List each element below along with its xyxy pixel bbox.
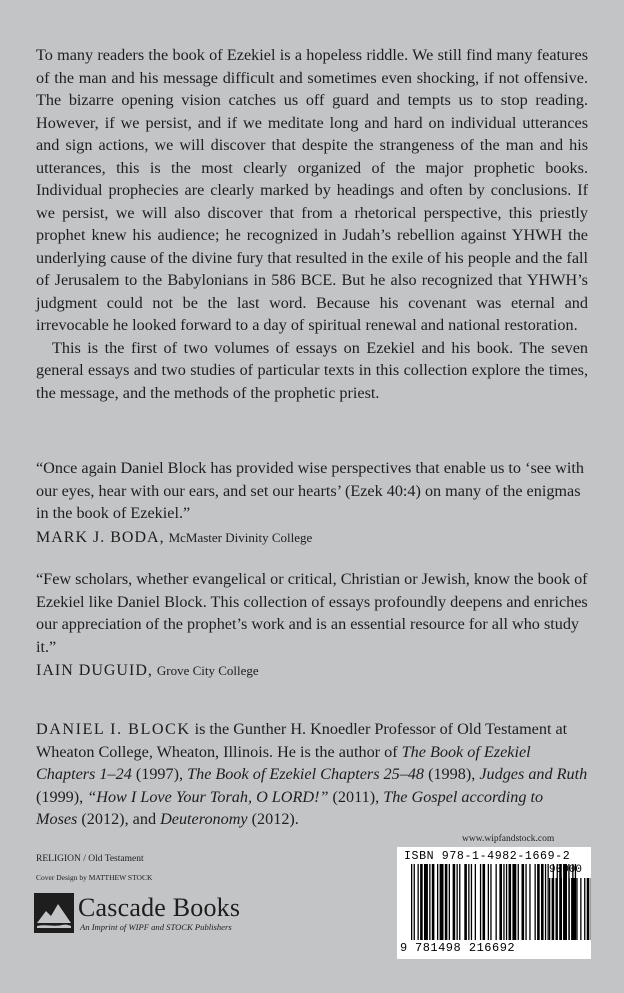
endorsement-attribution	[36, 660, 588, 683]
price-code: 90000	[549, 864, 583, 876]
author-bio	[36, 718, 588, 831]
isbn-text: ISBN 978-1-4982-1669-2	[404, 850, 571, 863]
bio-text: (2012).	[247, 810, 299, 828]
endorsement-attribution	[36, 527, 588, 550]
mountain-logo-icon	[34, 893, 74, 933]
bio-text: (2011),	[328, 787, 384, 806]
bio-text: is the Gunther H. Knoedler Professor of Old Testament at Wheaton College, Wheaton, Illinois. He is the author of	[36, 720, 568, 761]
endorser-institution: McMaster Divinity College	[168, 529, 313, 545]
book-category: RELIGION / Old Testament	[36, 854, 144, 864]
endorsement-1	[36, 457, 588, 549]
bio-text: (1997),	[131, 765, 188, 783]
endorser-name: IAIN DUGUID,	[36, 662, 153, 679]
book-title: Deuteronomy	[160, 810, 248, 828]
ean-first-digit: 9	[400, 941, 408, 955]
publisher-imprint: An Imprint of WIPF and STOCK Publishers	[80, 922, 232, 932]
book-title: Judges and Ruth	[479, 765, 588, 783]
cover-design-credit: Cover Design by MATTHEW STOCK	[36, 873, 153, 882]
book-title: The Gospel according to Moses	[36, 787, 544, 828]
endorser-institution: Grove City College	[156, 663, 259, 678]
endorsement-text: “Few scholars, whether evangelical or critical, Christian or Jewish, know the book of Ezekiel like Daniel Block. This collection of essays profoundly deepens and enriches our appreciation of the prophet’s work and is an essential resource for all who study it.”	[36, 570, 588, 656]
blurb-paragraph-1: To many readers the book of Ezekiel is a hopeless riddle. We still find many features of the man and his message difficult and sometimes even shocking, if not offensive. The bizarre opening vision catches us off guard and tempts us to stop reading. However, if we persist, and if we meditate long and hard on individual utterances and sign actions, we will discover that despite the strangeness of the man and his utterances, this is the most clearly organized of the major prophetic books. Individual prophecies are clearly marked by headings and often by conclusions. If we persist, we will also discover that from a rhetorical perspective, this priestly prophet knew his audience; he recognized in Judah’s rebellion against YHWH the underlying cause of the divine fury that resulted in the exile of his people and the fall of Jerusalem to the Babylonians in 586 BCE. But he also recognized that YHWH’s judgment could not be the last word. Because his covenant was eternal and irrevocable he looked forward to a day of spiritual renewal and national restoration.	[36, 46, 588, 334]
back-cover-blurb	[36, 44, 588, 404]
publisher-name: Cascade Books	[78, 893, 241, 922]
book-title: The Book of Ezekiel Chapters 25–48	[187, 765, 425, 783]
publisher-logo	[34, 893, 274, 937]
publisher-url: www.wipfandstock.com	[462, 834, 555, 844]
bio-text: (1998),	[424, 765, 480, 783]
endorsement-text: “Once again Daniel Block has provided wise perspectives that enable us to ‘see with our eyes, hear with our ears, and set our hearts’ (Ezek 40:4) on many of the enigmas in the book of Ezekiel.”	[36, 459, 584, 522]
author-name: DANIEL I. BLOCK	[36, 720, 191, 738]
endorser-name: MARK J. BODA,	[36, 528, 165, 546]
bio-text: (2012), and	[77, 810, 161, 828]
bio-text: (1999),	[36, 787, 88, 806]
blurb-paragraph-2: This is the first of two volumes of essays on Ezekiel and his book. The seven general essays and two studies of particular texts in this collection explore the times, the message, and the methods of the prophetic priest.	[36, 338, 588, 402]
book-title: The Book of Ezekiel Chapters 1–24	[36, 742, 531, 783]
ean-digits: 781498 216692	[415, 941, 516, 955]
isbn-barcode	[397, 847, 591, 959]
endorsement-2	[36, 568, 588, 683]
book-title: “How I Love Your Torah, O LORD!”	[87, 787, 329, 806]
